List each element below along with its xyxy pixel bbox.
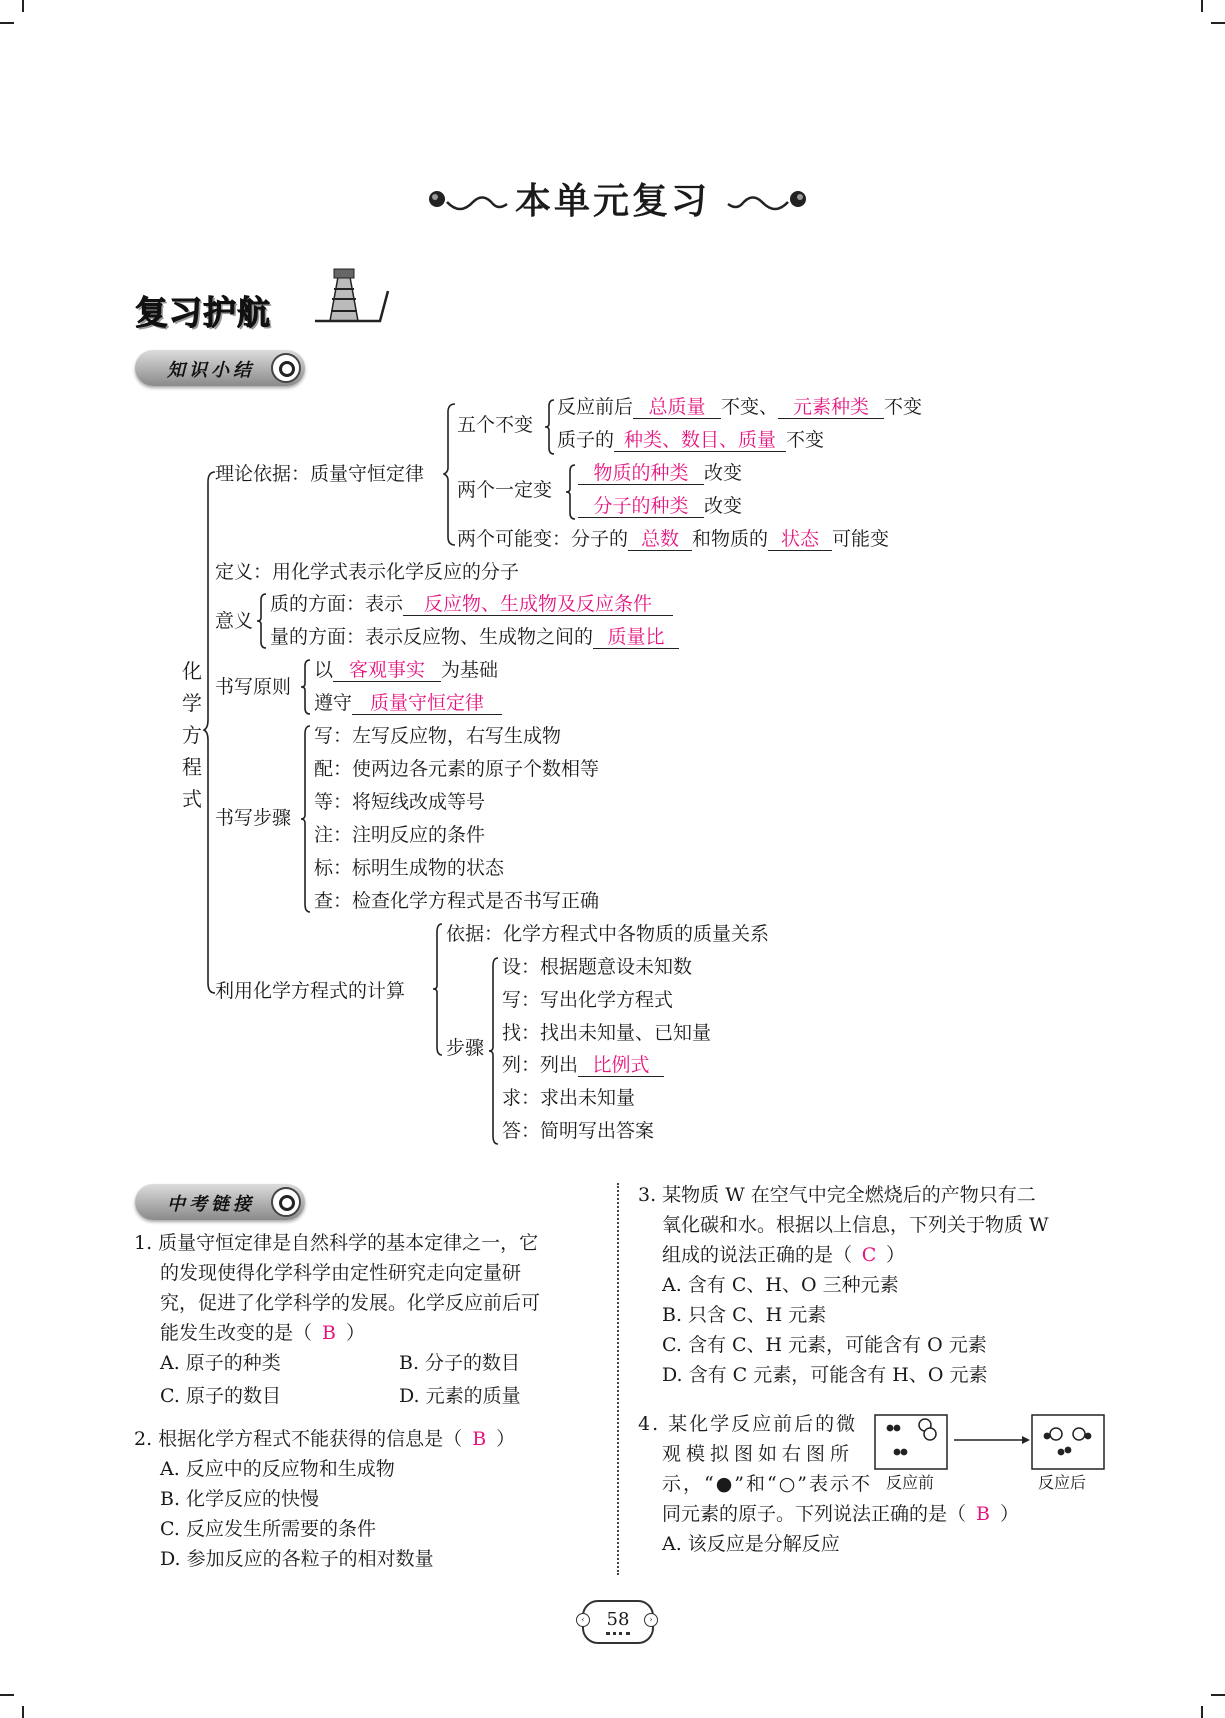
option-a: A. 该反应是分解反应 <box>662 1533 840 1555</box>
step-item: 注：注明反应的条件 <box>314 824 486 846</box>
option-d: D. 参加反应的各粒子的相对数量 <box>160 1548 434 1570</box>
five-line-1: 反应前后 总质量 不变、 元素种类 不变 <box>557 396 923 418</box>
option-a: A. 原子的种类 <box>160 1352 281 1374</box>
brace-two-change <box>565 463 577 521</box>
badge-label: 中考链接 <box>167 1194 255 1215</box>
badge-label: 知识小结 <box>167 360 255 381</box>
page-number-dots <box>606 1632 630 1638</box>
brace-steps <box>300 724 312 914</box>
answer-blank: 分子的种类 <box>578 495 704 518</box>
question-3: 3. 某物质 W 在空气中完全燃烧后的产物只有二 氧化碳和水。根据以上信息，下列关于物质 W 组成的说法正确的是（ C ） A. 含有 C、H、O 三种元素 B. 只含 C、H 元素 C. 含有 C、H 元素，可能含有 O 元素 D. 含有 C 元素，可能含有 H、O 元素 <box>638 1180 1108 1390</box>
page-title: 本单元复习 <box>515 181 711 222</box>
column-divider <box>617 1183 619 1575</box>
meaning-quantity: 量的方面：表示反应物、生成物之间的 质量比 <box>270 625 679 649</box>
definition-line: 定义：用化学式表示化学反应的分子 <box>215 561 520 583</box>
crop-mark <box>1201 1706 1203 1718</box>
question-4: 4. 某化学反应前后的微 观模拟图如右图所 示，“●”和“○”表示不 同元素的原子。下列说法正确的是（ B ） A. 该反应是分解反应 <box>638 1409 1108 1559</box>
magnifier-icon <box>271 1187 301 1217</box>
meaning-label: 意义 <box>215 610 254 632</box>
title-ornament-right-icon <box>725 186 810 216</box>
two-change-a: 物质的种类 改变 <box>578 461 742 485</box>
steps-label: 书写步骤 <box>215 807 292 829</box>
calc-step: 写：写出化学方程式 <box>502 989 674 1011</box>
answer-blank: 状态 <box>768 528 832 551</box>
magnifier-icon <box>271 353 301 383</box>
meaning-quality: 质的方面：表示 反应物、生成物及反应条件 <box>270 592 673 616</box>
step-item: 配：使两边各元素的原子个数相等 <box>314 758 600 780</box>
badge-knowledge-summary <box>135 350 305 386</box>
brace-main <box>203 470 217 995</box>
tree-root: 化 学 方 程 式 <box>182 659 202 811</box>
answer: B <box>472 1428 487 1450</box>
answer: B <box>976 1503 990 1525</box>
calc-steps-label: 步骤 <box>446 1037 485 1059</box>
option-a: A. 反应中的反应物和生成物 <box>160 1458 395 1480</box>
answer-blank: 质量守恒定律 <box>352 692 502 715</box>
answer-blank: 种类、数目、质量 <box>614 429 786 452</box>
calc-step: 求：求出未知量 <box>502 1087 636 1109</box>
two-change-label: 两个一定变 <box>457 479 553 501</box>
crop-mark <box>22 0 24 12</box>
theory-label: 理论依据：质量守恒定律 <box>215 463 425 485</box>
option-d: D. 元素的质量 <box>399 1385 521 1407</box>
brace-principle <box>300 658 312 716</box>
brace-five <box>544 398 556 456</box>
calc-step: 列：列出 比例式 <box>502 1053 664 1077</box>
option-d: D. 含有 C 元素，可能含有 H、O 元素 <box>662 1364 988 1386</box>
calc-basis: 依据：化学方程式中各物质的质量关系 <box>446 923 770 945</box>
lighthouse-icon <box>310 263 390 325</box>
answer: B <box>322 1322 336 1344</box>
section-banner-text: 复习护航 <box>135 293 271 332</box>
crop-mark <box>0 1694 14 1696</box>
calc-step: 答：简明写出答案 <box>502 1120 655 1142</box>
option-b: B. 化学反应的快慢 <box>160 1488 320 1510</box>
crop-mark <box>22 1706 24 1718</box>
step-item: 写：左写反应物，右写生成物 <box>314 725 562 747</box>
question-2: 2. 根据化学方程式不能获得的信息是（ B ） A. 反应中的反应物和生成物 B. 化学反应的快慢 C. 反应发生所需要的条件 D. 参加反应的各粒子的相对数量 <box>134 1424 604 1574</box>
principle-1: 以 客观事实 为基础 <box>314 659 499 681</box>
principle-2: 遵守 质量守恒定律 <box>314 691 502 715</box>
five-invariant-label: 五个不变 <box>457 414 534 436</box>
answer-blank: 总质量 <box>633 396 721 419</box>
two-change-b: 分子的种类 改变 <box>578 494 742 518</box>
page-number: 58 <box>606 1609 630 1630</box>
diagram-label-after: 反应后 <box>1038 1473 1087 1492</box>
page-number-arrow-left-icon: ‹ <box>576 1613 590 1627</box>
answer: C <box>861 1244 877 1266</box>
title-ornament-left-icon <box>425 186 510 216</box>
page-number-arrow-right-icon: › <box>644 1613 658 1627</box>
five-line-2: 质子的 种类、数目、质量 不变 <box>557 429 825 451</box>
answer-blank: 质量比 <box>593 626 679 649</box>
option-a: A. 含有 C、H、O 三种元素 <box>662 1274 899 1296</box>
diagram-label-before: 反应前 <box>886 1473 935 1492</box>
section-banner <box>135 283 395 343</box>
answer-blank: 反应物、生成物及反应条件 <box>403 593 673 616</box>
answer-blank: 物质的种类 <box>578 462 704 485</box>
answer-blank: 元素种类 <box>778 396 884 419</box>
step-item: 标：标明生成物的状态 <box>314 857 505 879</box>
brace-meaning <box>256 592 268 650</box>
brace-calc <box>432 922 444 1057</box>
crop-mark <box>1211 22 1225 24</box>
reaction-diagram <box>874 1414 1106 1470</box>
answer-blank: 客观事实 <box>333 659 441 682</box>
option-c: C. 反应发生所需要的条件 <box>160 1518 376 1540</box>
question-1: 1. 质量守恒定律是自然科学的基本定律之一，它 的发现使得化学科学由定性研究走向定量研 究，促进了化学科学的发展。化学反应前后可 能发生改变的是（ B ） A. 原子的种类 B. 分子的数目 C. 原子的数目 D. 元素的质量 <box>134 1228 604 1414</box>
two-maybe-line: 两个可能变：分子的 总数 和物质的 状态 可能变 <box>457 528 890 550</box>
calc-step: 设：根据题意设未知数 <box>502 956 693 978</box>
crop-mark <box>1211 1694 1225 1696</box>
crop-mark <box>0 22 14 24</box>
brace-theory <box>443 402 457 547</box>
option-b: B. 只含 C、H 元素 <box>662 1304 827 1326</box>
step-item: 查：检查化学方程式是否书写正确 <box>314 890 600 912</box>
option-b: B. 分子的数目 <box>399 1352 521 1374</box>
option-c: C. 原子的数目 <box>160 1385 281 1407</box>
option-c: C. 含有 C、H 元素，可能含有 O 元素 <box>662 1334 987 1356</box>
badge-exam-link <box>135 1184 305 1220</box>
brace-calc-steps <box>488 956 500 1146</box>
crop-mark <box>1201 0 1203 12</box>
principle-label: 书写原则 <box>215 676 292 698</box>
answer-blank: 比例式 <box>578 1054 664 1077</box>
answer-blank: 总数 <box>628 528 692 551</box>
calc-step: 找：找出未知量、已知量 <box>502 1022 712 1044</box>
calc-label: 利用化学方程式的计算 <box>215 980 406 1002</box>
step-item: 等：将短线改成等号 <box>314 791 486 813</box>
